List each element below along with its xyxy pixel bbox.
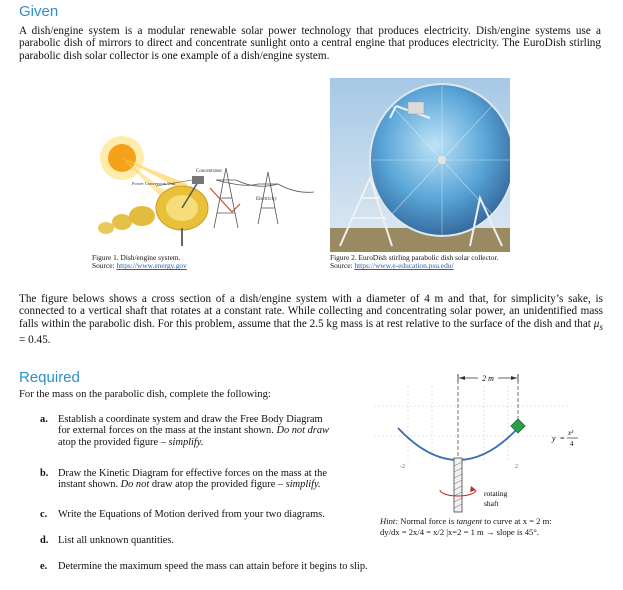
required-heading: Required: [19, 369, 80, 386]
required-intro: For the mass on the parabolic dish, complete the following:: [19, 389, 271, 400]
mu-symbol: μ: [593, 317, 600, 330]
required-item-b: b. Draw the Kinetic Diagram for effective forces on the mass at the instant shown. Do not draw atop the provided figure – simplify.: [40, 468, 327, 491]
hint-line-1: Hint: Normal force is tangent to curve at x = 2 m:: [380, 516, 552, 526]
fig1-electricity-label: Electricity: [256, 197, 277, 202]
figure-1-source-link[interactable]: https://www.energy.gov: [116, 261, 187, 271]
figure-2-caption: [330, 254, 499, 271]
equation-numerator: x²: [568, 429, 574, 437]
required-item-a: a. Establish a coordinate system and draw the Free Body Diagram for external forces on the mass at the instant shown. Do not draw atop the provided figure – simplify.: [40, 414, 329, 448]
figure-1-dish-engine-image: [86, 128, 316, 254]
tick-label-right: 2: [515, 464, 518, 470]
equation-y: y: [552, 434, 556, 443]
figure-2-source-link[interactable]: https://www.e-education.psu.edu/: [354, 261, 454, 271]
given-paragraph: A dish/engine system is a modular renewable solar power technology that produces electricity. Dish/engine systems use a parabolic dish of mirrors to direct and concentrate sunlight onto a central engine that produces electricity. The EuroDish stirling parabolic dish solar collector is one example of a dish/engine system.: [19, 25, 601, 62]
equation-equals: =: [560, 434, 565, 443]
grid-lines: [374, 386, 570, 462]
equation-denominator: 4: [570, 440, 574, 448]
figure-2-caption-text: Figure 2. EuroDish stirling parabolic dish solar collector.: [330, 253, 499, 262]
rotating-shaft: [454, 458, 462, 512]
fig1-pcu-label: Power Conversion Unit: [132, 181, 176, 186]
mass-block: [511, 419, 525, 433]
figure-1-caption-text: Figure 1. Dish/engine system.: [92, 253, 181, 262]
mu-subscript: s: [599, 323, 603, 334]
figure-2-source: Source: https://www.e-education.psu.edu/: [330, 261, 454, 271]
fig1-concentrator-label: Concentrator: [196, 169, 223, 174]
figure-1-source: Source: https://www.energy.gov: [92, 261, 187, 271]
figure-1-caption: [92, 254, 187, 271]
hint-line-2: dy/dx = 2x/4 = x/2 |x=2 = 1 m → slope is 45°.: [380, 527, 539, 537]
dimension-label: 2 m: [482, 374, 494, 383]
parabolic-dish-diagram: [370, 366, 610, 514]
tick-label-left: -2: [400, 464, 405, 470]
rotating-shaft-label-1: rotating: [484, 489, 508, 498]
hint-box: [380, 516, 620, 538]
problem-paragraph: The figure belows shows a cross section of a dish/engine system with a diameter of 4 m and that, for simplicity’s sake, is connected to a vertical shaft that rotates at a constant rate. While collecting and concentrating solar power, an unidentified mass falls within the parabolic dish. For this problem, assume that the 2.5 kg mass is at rest relative to the surface of the dish and that $\mu_s = 0.45$.: [19, 293, 603, 347]
figure-2-eurodish-photo: [330, 78, 510, 252]
given-heading: Given: [19, 3, 59, 20]
rotating-shaft-label-2: shaft: [484, 499, 499, 508]
